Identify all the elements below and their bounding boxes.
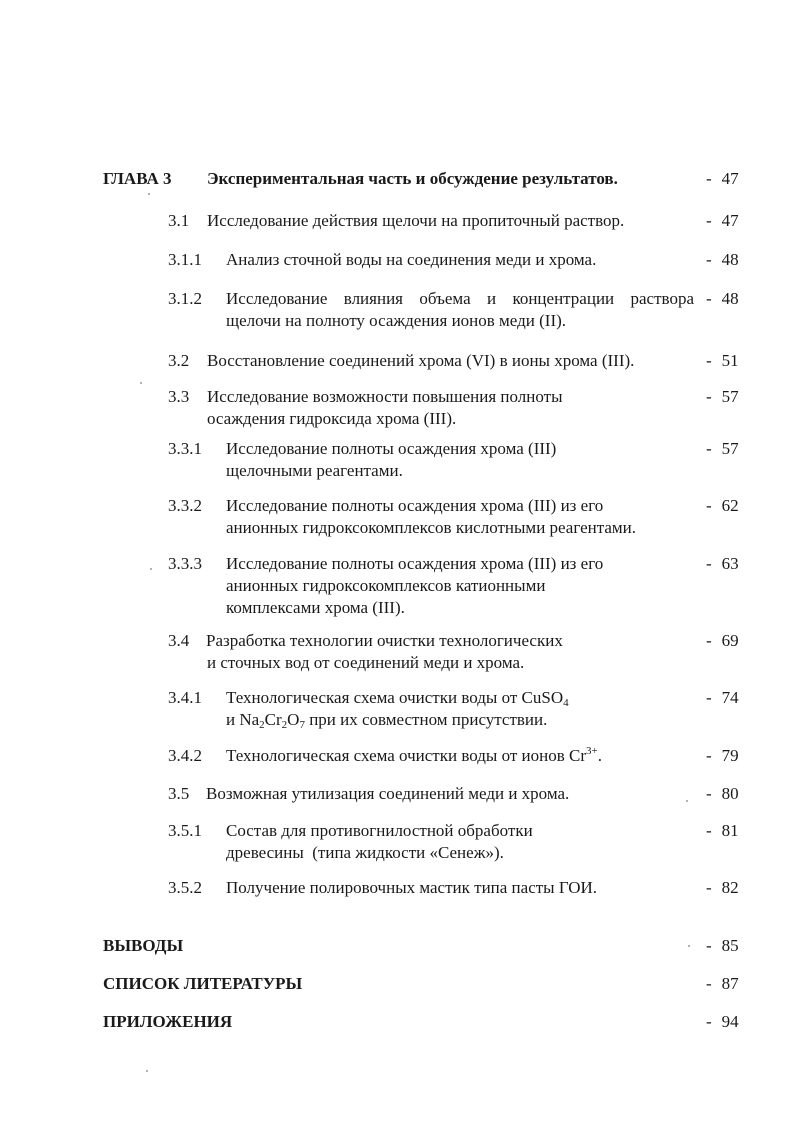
section-number: 3.5.1: [168, 821, 202, 840]
section-title-cont: анионных гидроксокомплексов кислотными реагентами.: [226, 518, 637, 537]
section-number: 3.3: [168, 387, 190, 406]
section-number: 3.4.1: [168, 688, 202, 707]
section-title-cont: древесины (типа жидкости «Сенеж»).: [226, 843, 504, 862]
section-title-cont: комплексами хрома (III).: [226, 598, 405, 617]
section-page: - 47: [706, 211, 739, 230]
section-number: 3.1.2: [168, 289, 202, 308]
section-title-cont: щелочи на полноту осаждения ионов меди (II).: [226, 311, 567, 330]
section-title: Исследование возможности повышения полноты: [207, 387, 563, 406]
section-title: Исследование действия щелочи на пропиточный раствор.: [207, 211, 625, 230]
section-title: Исследование полноты осаждения хрома (III) из его: [226, 496, 604, 515]
section-title: Разработка технологии очистки технологических: [206, 631, 563, 650]
section-title-cont: щелочными реагентами.: [226, 461, 403, 480]
section-title: Восстановление соединений хрома (VI) в ионы хрома (III).: [207, 351, 635, 370]
section-page: - 79: [706, 746, 739, 765]
section-page: - 81: [706, 821, 739, 840]
section-title-cont: и сточных вод от соединений меди и хрома.: [207, 653, 525, 672]
section-page: - 57: [706, 439, 739, 458]
backmatter-appendices: ПРИЛОЖЕНИЯ: [103, 1012, 233, 1031]
section-title: Получение полировочных мастик типа пасты ГОИ.: [226, 878, 598, 897]
section-title: Исследование влияния объема и концентрации раствора: [226, 289, 694, 308]
section-title: Технологическая схема очистки воды от ионов $Cr^{3+}$.: [226, 745, 602, 765]
scan-speck: [150, 568, 152, 570]
scan-speck: [686, 800, 688, 802]
section-title-cont: осаждения гидроксида хрома (III).: [207, 409, 457, 428]
chapter-heading: [103, 168, 618, 190]
section-title: Состав для противогнилостной обработки: [226, 821, 533, 840]
section-number: 3.3.1: [168, 439, 202, 458]
section-title: Исследование полноты осаждения хрома (III) из его: [226, 554, 604, 573]
section-page: - 85: [706, 936, 739, 955]
backmatter-references: СПИСОК ЛИТЕРАТУРЫ: [103, 974, 303, 993]
section-number: 3.4.2: [168, 746, 202, 765]
section-title: Возможная утилизация соединений меди и хрома.: [206, 784, 570, 803]
backmatter-conclusions: ВЫВОДЫ: [103, 936, 184, 955]
section-number: 3.4: [168, 631, 190, 650]
section-number: 3.3.3: [168, 554, 202, 573]
section-page: - 62: [706, 496, 739, 515]
scan-speck: [688, 945, 690, 947]
section-number: 3.3.2: [168, 496, 202, 515]
section-title: Технологическая схема очистки воды от CuSO$_4$: [226, 688, 569, 709]
chapter-title: Экспериментальная часть и обсуждение результатов.: [207, 169, 618, 188]
section-page: - 63: [706, 554, 739, 573]
section-page: - 94: [706, 1012, 739, 1031]
scan-speck: [146, 1070, 148, 1072]
section-number: 3.5: [168, 784, 190, 803]
section-page: - 80: [706, 784, 739, 803]
section-number: 3.1: [168, 211, 190, 230]
scan-speck: [140, 382, 142, 384]
section-title-cont: и $Na_2Cr_2O_7$ при их совместном присутствии.: [226, 710, 548, 731]
section-number: 3.1.1: [168, 250, 202, 269]
section-number: 3.2: [168, 351, 190, 370]
scan-speck: [148, 193, 150, 195]
section-page: - 69: [706, 631, 739, 650]
section-title-cont: анионных гидроксокомплексов катионными: [226, 576, 546, 595]
section-page: - 48: [706, 250, 739, 269]
section-number: 3.5.2: [168, 878, 202, 897]
chapter-label: ГЛАВА 3: [103, 169, 172, 188]
section-title: Исследование полноты осаждения хрома (III): [226, 439, 557, 458]
section-page: - 87: [706, 974, 739, 993]
chapter-page: - 47: [706, 169, 739, 188]
section-page: - 82: [706, 878, 739, 897]
section-page: - 57: [706, 387, 739, 406]
section-page: - 51: [706, 351, 739, 370]
section-title: Анализ сточной воды на соединения меди и хрома.: [226, 250, 597, 269]
section-page: - 74: [706, 688, 739, 707]
section-page: - 48: [706, 289, 739, 308]
